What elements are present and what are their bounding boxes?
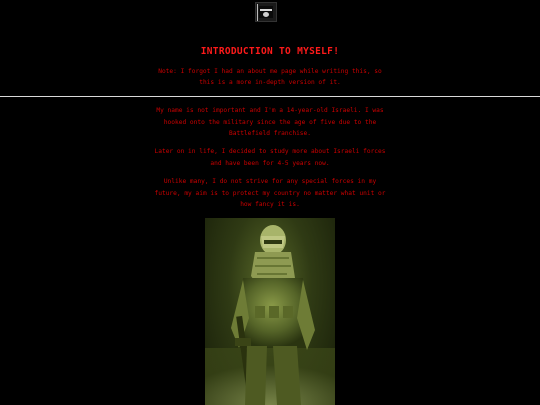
paragraph-name [140, 105, 400, 140]
flag-pole [257, 4, 258, 21]
paragraph-line: Unlike many, I do not strive for any special forces in my [163, 178, 377, 185]
soldier-photo [205, 218, 335, 405]
paragraph-aim [140, 176, 400, 211]
paragraph-study [140, 146, 400, 169]
intro-note-line: Note: I forgot I had an about me page while writing this, so [158, 68, 382, 75]
black-flag-icon [255, 2, 277, 22]
intro-note-line: this is a more in-depth version of it. [199, 79, 341, 86]
section-divider [0, 96, 540, 97]
paragraph-line: hooked onto the military since the age of five due to the [163, 118, 377, 126]
paragraph-line: Later on in life, I decided to study more about Israeli forces [154, 148, 386, 155]
paragraph-line: My name is not important and I'm a 14-year-old Israeli. I was [156, 107, 384, 114]
page-title: INTRODUCTION TO MYSELF! [200, 46, 340, 57]
paragraph-line: future, my aim is to protect my country no matter what unit or [154, 189, 386, 197]
paragraph-line: how fancy it is. [240, 201, 300, 208]
soldier-silhouette [205, 218, 335, 405]
paragraph-line: Battlefield franchise. [229, 130, 311, 137]
intro-note [140, 66, 400, 88]
flag-cloth [259, 6, 273, 18]
paragraph-line: and have been for 4-5 years now. [210, 159, 330, 167]
